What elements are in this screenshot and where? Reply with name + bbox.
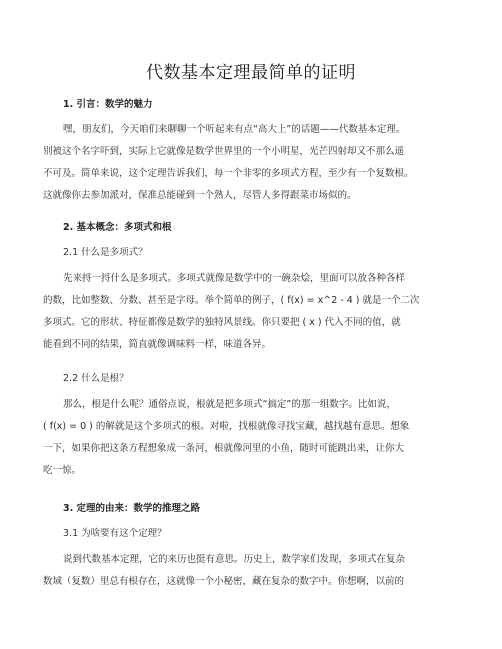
subsection-2-1-heading: 2.1 什么是多项式？ <box>63 247 148 258</box>
paragraph-line: 吃一惊。 <box>43 465 82 476</box>
paragraph-line: 多项式。它的形状、特征都像是数学的独特风景线。你只要把 ( x ) 代入不同的值，就 <box>43 317 401 328</box>
document-title: 代数基本定理最简单的证明 <box>146 63 356 83</box>
paragraph-line: 那么，根是什么呢？通俗点说，根就是把多项式“搞定”的那一组数字。比如说， <box>63 399 396 410</box>
subsection-3-1-heading: 3.1 为啥要有这个定理？ <box>63 528 167 539</box>
paragraph-line: 能看到不同的结果，简直就像调味料一样，味道各异。 <box>43 339 272 350</box>
paragraph-line: 别被这个名字吓到，实际上它就像是数学世界里的一个小明星，光芒四射却又不那么遥 <box>43 146 405 157</box>
section-3-heading: 3. 定理的由来：数学的推理之路 <box>63 503 201 514</box>
paragraph-line: 数域（复数）里总有根存在，这就像一个小秘密，藏在复杂的数字中。你想啊，以前的 <box>43 576 405 587</box>
section-2-heading: 2. 基本概念：多项式和根 <box>63 222 172 233</box>
paragraph-line: 一下，如果你把这条方程想象成一条河，根就像河里的小鱼，随时可能跳出来，让你大 <box>43 443 405 454</box>
paragraph-line: 先来捋一捋什么是多项式。多项式就像是数学中的一碗杂烩，里面可以放各种各样 <box>63 273 406 284</box>
paragraph-line: 这就像你去参加派对，保准总能碰到一个熟人，尽管人多得跟菜市场似的。 <box>43 190 357 201</box>
section-1-heading: 1. 引言：数学的魅力 <box>63 99 153 110</box>
paragraph-line: 嘿，朋友们，今天咱们来聊聊一个听起来有点“高大上”的话题——代数基本定理。 <box>63 124 406 135</box>
paragraph-line: 的数，比如整数、分数、甚至是字母。举个简单的例子，( f(x) = x^2 - 4 ) 就是一个二次 <box>43 295 420 306</box>
paragraph-line: 不可及。简单来说，这个定理告诉我们，每一个非零的多项式方程，至少有一个复数根。 <box>43 168 414 179</box>
subsection-2-2-heading: 2.2 什么是根？ <box>63 373 129 384</box>
paragraph-line: ( f(x) = 0 ) 的解就是这个多项式的根。对啦，找根就像寻找宝藏，越找越有意思。想象 <box>43 421 410 432</box>
paragraph-line: 说到代数基本定理，它的来历也挺有意思。历史上，数学家们发现，多项式在复杂 <box>63 554 406 565</box>
